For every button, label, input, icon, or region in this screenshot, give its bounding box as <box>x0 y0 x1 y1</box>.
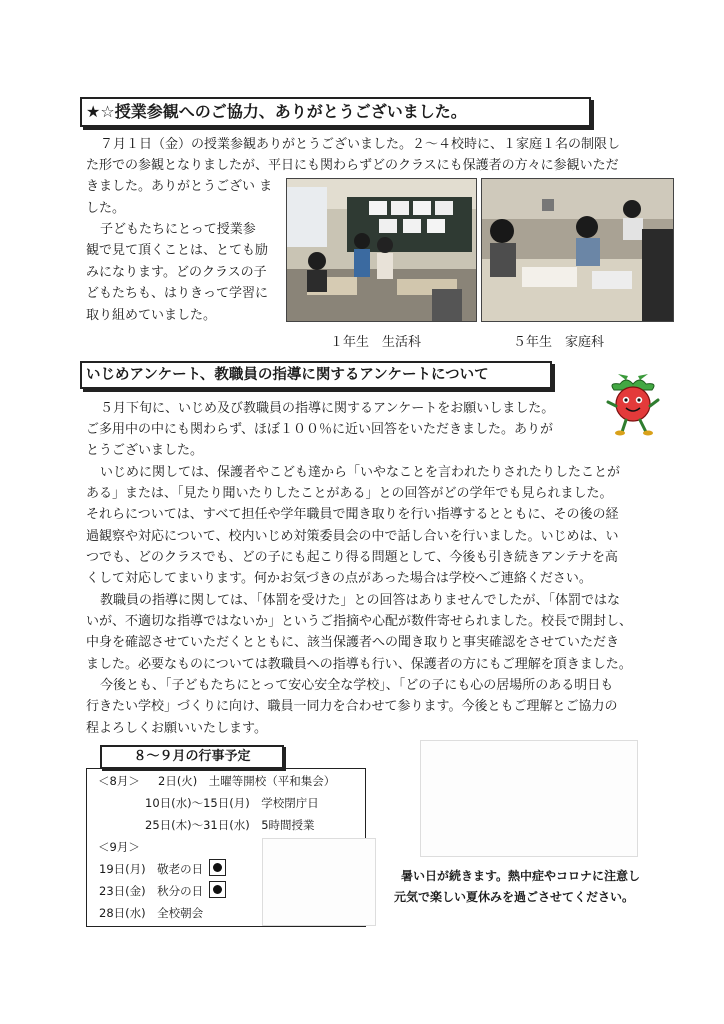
schedule-sep-event-3: 28日(水) 全校朝会 <box>99 906 204 920</box>
schedule-aug-event-1: 2日(火) 土曜等開校（平和集会） <box>158 774 336 788</box>
section2-line-4: いじめに関しては、保護者やこども達から「いやなことを言われたりされたりしたことが <box>100 465 621 480</box>
schedule-sep-event-1: 19日(月) 敬老の日 <box>99 862 204 876</box>
section2-line-16: 程よろしくお願いいたします。 <box>86 721 267 736</box>
schedule-aug-event-2: 10日(水)～15日(月) 学校閉庁日 <box>145 796 319 810</box>
blank-illustration-area-right <box>420 740 638 857</box>
section2-line-13: ました。必要なものについては教職員への指導も行い、保護者の方にもご理解を頂きました。 <box>86 657 632 672</box>
holiday-marker-icon <box>209 859 226 876</box>
schedule-aug-label: ＜8月＞ <box>98 774 140 788</box>
section2-line-8: つでも、どのクラスでも、どの子にも起こり得る問題として、今後も引き続きアンテナを高 <box>86 550 618 565</box>
section1-line-1: ７月１日（金）の授業参観ありがとうございました。２～４校時に、１家庭１名の制限し <box>100 137 621 152</box>
closing-line-2: 元気で楽しい夏休みを過ごさせてください。 <box>394 890 635 904</box>
section2-line-7: 過観察や対応について、校内いじめ対策委員会の中で話し合いを行いました。いじめは、い <box>86 529 619 544</box>
schedule-sep-label: ＜9月＞ <box>98 840 140 854</box>
section1-line-3: きました。ありがとうござい ま <box>86 179 273 194</box>
section1-line-8: どもたちも、はりきって学習に <box>86 286 269 301</box>
apple-mascot-icon <box>604 372 662 436</box>
section2-line-9: くして対応してまいります。何かお気づきの点があった場合は学校へご連絡ください。 <box>86 571 592 586</box>
section2-line-10: 教職員の指導に関しては、「体罰を受けた」との回答はありませんでしたが、「体罰ではな <box>100 593 621 608</box>
schedule-aug-event-3: 25日(木)～31日(水) 5時間授業 <box>145 818 315 832</box>
section1-line-6: 観で見て頂くことは、とても励 <box>86 243 269 258</box>
section1-line-4: した。 <box>86 201 126 216</box>
section1-heading: ★☆授業参観へのご協力、ありがとうございました。 <box>80 97 591 127</box>
section1-line-9: 取り組めていました。 <box>86 308 217 323</box>
section2-line-15: 行きたい学校」づくりに向け、職員一同力を合わせて参ります。今後ともご理解とご協力の <box>86 699 618 714</box>
section1-line-7: みになります。どのクラスの子 <box>86 265 267 280</box>
photo-grade5-home-economics <box>481 178 674 322</box>
photo1-caption: １年生 生活科 <box>330 335 422 350</box>
schedule-sep-event-1-row <box>99 858 226 880</box>
holiday-marker-icon <box>209 881 226 898</box>
section2-line-2: ご多用中の中にも関わらず、ほぼ１００％に近い回答をいただきました。ありが <box>86 422 553 437</box>
section1-line-5: 子どもたちにとって授業参 <box>100 222 256 237</box>
schedule-sep-event-2: 23日(金) 秋分の日 <box>99 884 204 898</box>
blank-illustration-area <box>262 838 376 926</box>
schedule-sep-event-2-row <box>99 880 226 902</box>
section2-line-6: それらについては、すべて担任や学年職員で聞き取りを行い指導するとともに、その後の経 <box>86 507 619 522</box>
closing-line-1: 暑い日が続きます。熱中症やコロナに注意し <box>401 869 641 883</box>
schedule-heading: ８～９月の行事予定 <box>100 745 284 769</box>
section2-line-3: とうございました。 <box>86 443 204 458</box>
section2-line-5: ある」または、「見たり聞いたりしたことがある」との回答がどの学年でも見られました。 <box>86 486 613 501</box>
section2-line-1: ５月下旬に、いじめ及び教職員の指導に関するアンケートをお願いしました。 <box>100 401 555 416</box>
section2-line-14: 今後とも、「子どもたちにとって安心安全な学校」、「どの子にも心の居場所のある明日も <box>100 678 614 693</box>
photo-grade1-life-class <box>286 178 477 322</box>
section1-line-2: た形での参観となりましたが、平日にも関わらずどのクラスにも保護者の方々に参観いただ <box>86 158 619 173</box>
section2-heading: いじめアンケート、教職員の指導に関するアンケートについて <box>80 361 552 389</box>
section2-line-12: 中身を確認させていただくとともに、該当保護者への聞き取りと事実確認をさせていただき <box>86 635 620 650</box>
section2-line-11: いが、不適切な指導ではないか」というご指摘や心配が数件寄せられました。校長で開封し、 <box>86 614 633 629</box>
photo2-caption: ５年生 家庭科 <box>513 335 605 350</box>
